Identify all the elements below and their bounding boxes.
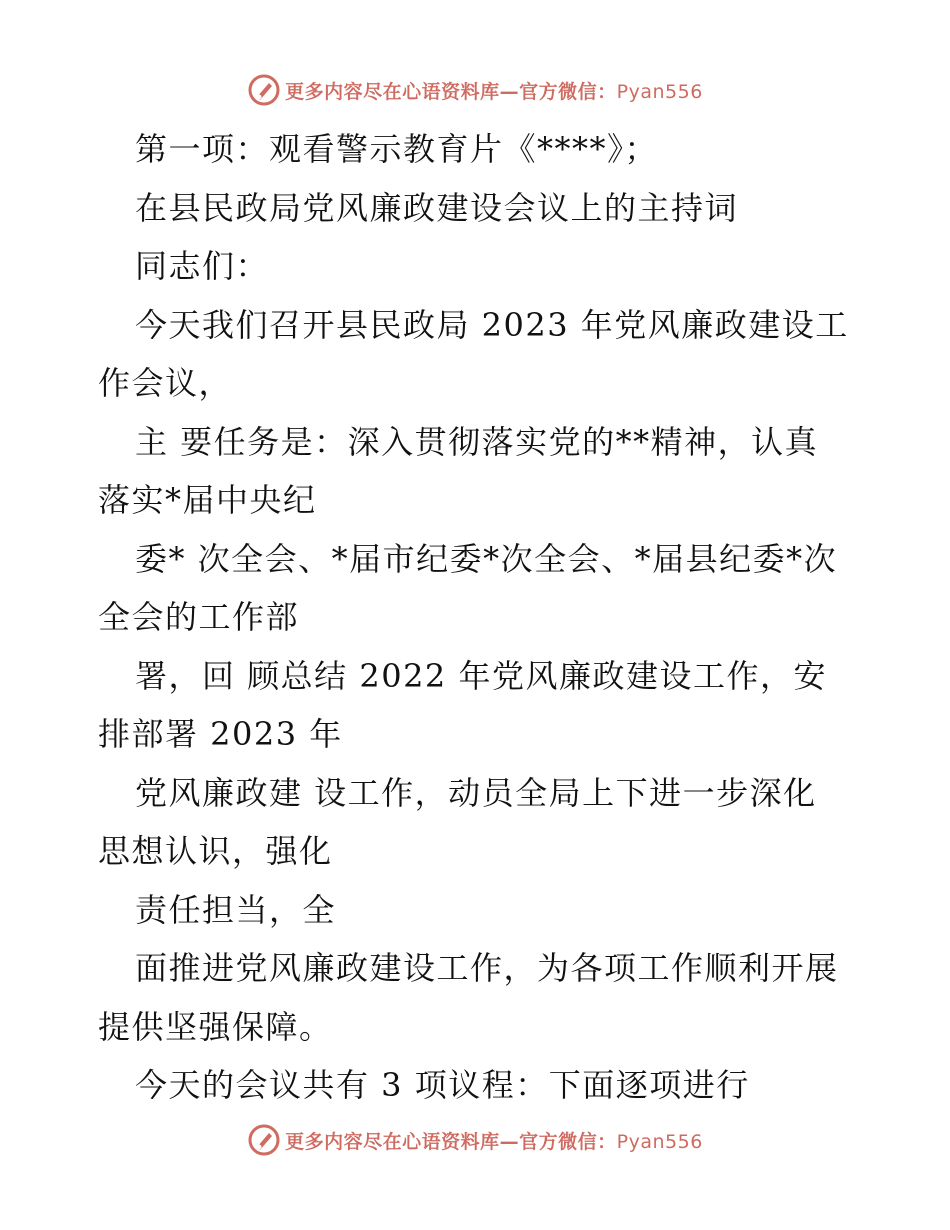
paragraph-line: 提供坚强保障。 xyxy=(98,1007,333,1046)
watermark-label: 更多内容尽在心语资料库—官方微信： xyxy=(285,1130,617,1153)
paragraph-line: 委* 次全会、*届市纪委*次全会、*届县纪委*次 xyxy=(135,539,838,578)
watermark-text xyxy=(285,77,703,104)
paragraph-line: 今天的会议共有 3 项议程：下面逐项进行 xyxy=(135,1066,750,1104)
paragraph-line: 主 要任务是：深入贯彻落实党的**精神，认真 xyxy=(135,422,819,461)
watermark-wechat-id: Pyan556 xyxy=(616,1130,703,1153)
paragraph-line: 排部署 2023 年 xyxy=(98,715,343,753)
paragraph-line: 署，回 顾总结 2022 年党风廉政建设工作，安 xyxy=(135,656,827,695)
document-body xyxy=(98,120,858,1115)
paragraph-line: 责任担当，全 xyxy=(135,890,337,929)
paragraph-line: 落实*届中央纪 xyxy=(98,481,317,519)
watermark-wechat-id: Pyan556 xyxy=(616,80,703,103)
paragraph-line: 今天我们召开县民政局 2023 年党风廉政建设工 xyxy=(135,305,849,344)
watermark-header xyxy=(0,72,950,108)
paragraph-line: 全会的工作部 xyxy=(98,598,300,636)
watermark-footer xyxy=(0,1122,950,1158)
paragraph-line: 面推进党风廉政建设工作，为各项工作顺利开展 xyxy=(135,949,839,987)
watermark-text xyxy=(285,1127,703,1154)
watermark-label: 更多内容尽在心语资料库—官方微信： xyxy=(285,80,617,103)
paragraph-line: 在县民政局党风廉政建设会议上的主持词 xyxy=(135,188,739,227)
paragraph-line: 第一项：观看警示教育片《****》； xyxy=(135,130,659,168)
paragraph-line: 作会议， xyxy=(98,364,233,402)
pen-nib-logo-icon xyxy=(247,73,281,107)
pen-nib-logo-icon xyxy=(247,1123,281,1157)
paragraph-line: 党风廉政建 设工作，动员全局上下进一步深化 xyxy=(135,773,817,812)
paragraph-line: 思想认识，强化 xyxy=(98,832,333,870)
paragraph-line: 同志们： xyxy=(135,247,270,285)
